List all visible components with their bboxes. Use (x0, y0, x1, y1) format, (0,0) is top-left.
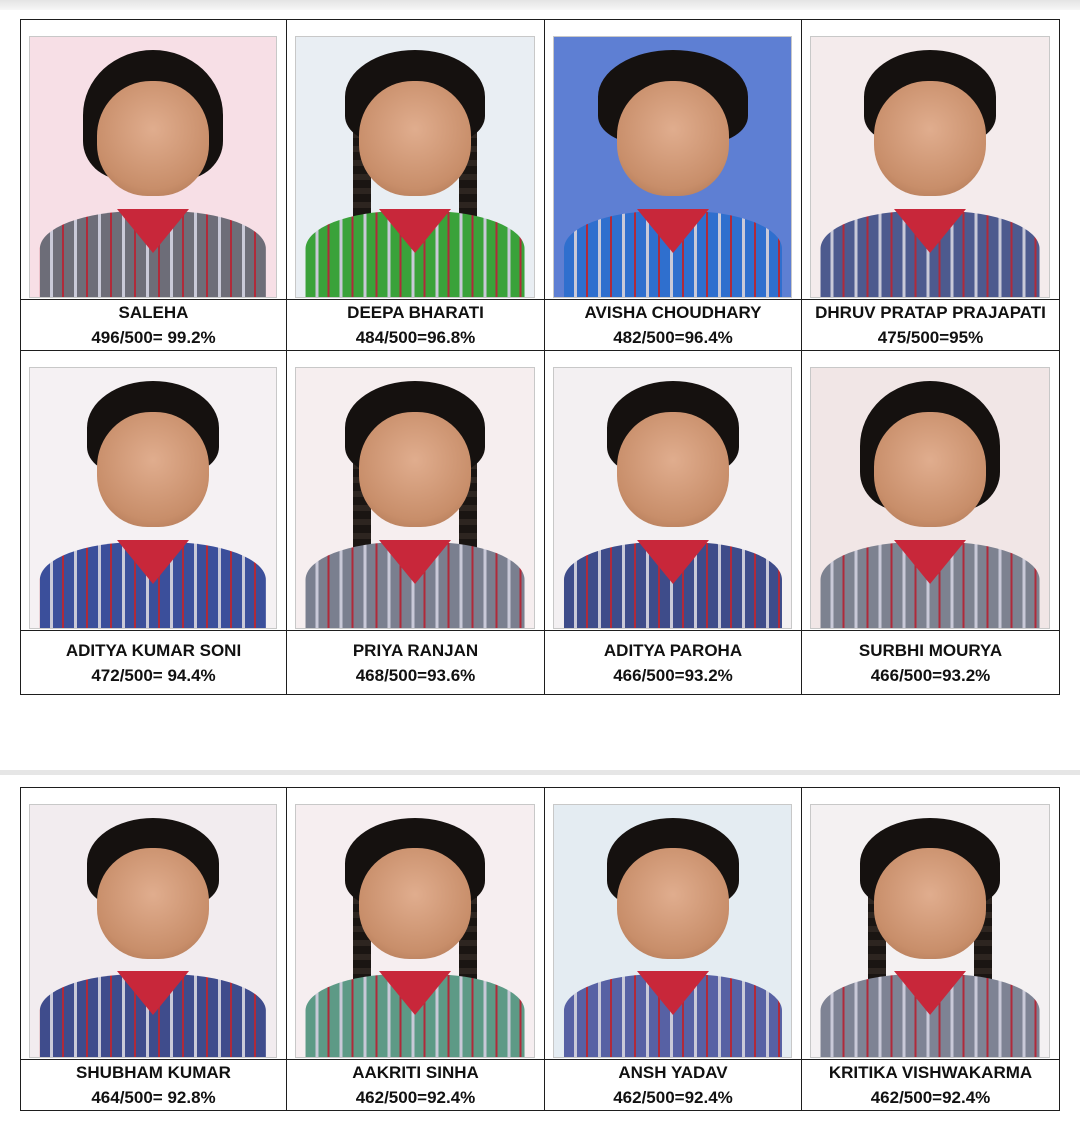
student-score: 462/500=92.4% (870, 1088, 991, 1107)
student-score: 462/500=92.4% (355, 1088, 476, 1107)
photo-cell (21, 20, 287, 300)
student-label (545, 1060, 802, 1111)
collar (637, 540, 709, 584)
face (359, 81, 471, 195)
face (97, 81, 209, 195)
student-label (545, 300, 802, 351)
top-scrollbar-edge (0, 0, 1080, 10)
photo-cell (287, 20, 545, 300)
photo-cell (21, 351, 287, 631)
photo-cell (802, 351, 1060, 631)
collar (894, 971, 966, 1015)
face (359, 412, 471, 526)
student-photo (296, 368, 534, 628)
student-score: 468/500=93.6% (355, 665, 476, 685)
student-photo (554, 805, 791, 1057)
photo-cell (287, 788, 545, 1060)
student-name: DEEPA BHARATI (347, 303, 484, 322)
face (97, 848, 209, 959)
student-photo (811, 37, 1049, 297)
student-name: SHUBHAM KUMAR (76, 1063, 231, 1082)
photo-cell (545, 351, 802, 631)
student-label (287, 1060, 545, 1111)
student-score: 464/500= 92.8% (91, 1088, 216, 1107)
photo-cell (545, 788, 802, 1060)
student-name: ADITYA KUMAR SONI (65, 640, 242, 660)
student-label (287, 300, 545, 351)
photo-cell (287, 351, 545, 631)
student-name: KRITIKA VISHWAKARMA (828, 1063, 1033, 1082)
student-photo (554, 37, 791, 297)
student-score: 475/500=95% (877, 328, 984, 347)
student-label (287, 631, 545, 695)
photo-cell (21, 788, 287, 1060)
collar (379, 209, 451, 253)
student-score: 482/500=96.4% (613, 328, 733, 347)
collar (637, 971, 709, 1015)
student-label (21, 300, 287, 351)
face (874, 848, 986, 959)
student-photo (811, 368, 1049, 628)
face (617, 848, 729, 959)
student-photo (296, 37, 534, 297)
student-name: ANSH YADAV (618, 1063, 728, 1082)
student-score: 496/500= 99.2% (91, 328, 216, 347)
collar (117, 971, 189, 1015)
collar (894, 209, 966, 253)
student-score: 466/500=93.2% (870, 665, 991, 685)
student-score: 484/500=96.8% (355, 328, 476, 347)
student-score: 472/500= 94.4% (91, 665, 216, 685)
toppers-table-2 (20, 787, 1060, 1111)
student-label (21, 631, 287, 695)
face (874, 81, 986, 195)
face (874, 412, 986, 526)
student-photo (554, 368, 791, 628)
student-name: AAKRITI SINHA (352, 1063, 479, 1082)
student-label (545, 631, 802, 695)
section-divider (0, 770, 1080, 775)
student-name: DHRUV PRATAP PRAJAPATI (815, 303, 1046, 322)
face (617, 412, 729, 526)
collar (117, 540, 189, 584)
student-photo (296, 805, 534, 1057)
photo-cell (802, 788, 1060, 1060)
student-label (802, 300, 1060, 351)
toppers-table-1 (20, 19, 1060, 695)
student-label (802, 631, 1060, 695)
student-photo (811, 805, 1049, 1057)
student-name: SURBHI MOURYA (858, 640, 1003, 660)
student-score: 462/500=92.4% (613, 1088, 733, 1107)
collar (894, 540, 966, 584)
student-photo (30, 37, 276, 297)
student-label (21, 1060, 287, 1111)
photo-cell (802, 20, 1060, 300)
student-photo (30, 368, 276, 628)
collar (637, 209, 709, 253)
collar (379, 540, 451, 584)
face (359, 848, 471, 959)
student-name: PRIYA RANJAN (352, 640, 479, 660)
collar (379, 971, 451, 1015)
student-name: ADITYA PAROHA (603, 640, 743, 660)
collar (117, 209, 189, 253)
student-label (802, 1060, 1060, 1111)
student-score: 466/500=93.2% (613, 665, 733, 685)
student-name: SALEHA (118, 303, 189, 322)
photo-cell (545, 20, 802, 300)
student-photo (30, 805, 276, 1057)
face (97, 412, 209, 526)
student-name: AVISHA CHOUDHARY (584, 303, 762, 322)
face (617, 81, 729, 195)
